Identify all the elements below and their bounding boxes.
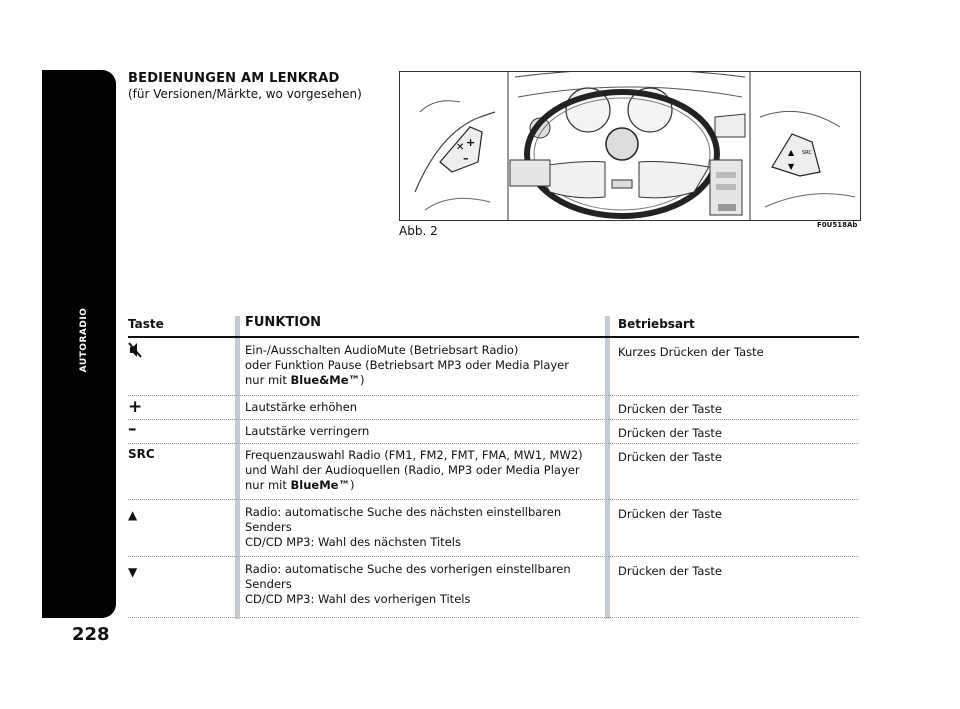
row-divider [128, 617, 859, 618]
function-cell: Frequenzauswahl Radio (FM1, FM2, FMT, FMA, MW1, MW2) und Wahl der Audioquellen (Radio, MP3 oder Media Player nur mit BlueMe™) [245, 448, 583, 492]
function-cell: Radio: automatische Suche des vorherigen einstellbaren Senders CD/CD MP3: Wahl des vorherigen Titels [245, 562, 571, 606]
header-rule [128, 336, 859, 338]
row-divider [128, 443, 859, 444]
src-key: SRC [128, 447, 155, 461]
function-cell: Radio: automatische Suche des nächsten einstellbaren Senders CD/CD MP3: Wahl des nächsten Titels [245, 505, 562, 549]
sidebar-label: AUTORADIO [79, 307, 89, 373]
center-wheel [510, 72, 745, 216]
row-divider [128, 499, 859, 500]
svg-text:–: – [463, 152, 469, 165]
row-divider [128, 556, 859, 557]
svg-text:▼: ▼ [788, 162, 795, 171]
left-control-inset [415, 72, 508, 220]
column-divider [605, 316, 610, 619]
mode-cell: Drücken der Taste [618, 402, 722, 416]
right-control-inset [750, 72, 855, 220]
row-divider [128, 419, 859, 420]
figure-caption: Abb. 2 [399, 224, 438, 238]
arrow-down-icon: ▼ [128, 565, 138, 579]
mode-cell: Drücken der Taste [618, 426, 722, 440]
function-cell: Lautstärke erhöhen [245, 400, 358, 414]
minus-icon: – [128, 419, 137, 439]
mode-cell: Drücken der Taste [618, 450, 722, 464]
figure-code: F0U518Ab [817, 221, 858, 229]
arrow-up-icon: ▲ [128, 508, 138, 522]
svg-text:✕: ✕ [456, 142, 465, 153]
mode-cell: Drücken der Taste [618, 564, 722, 578]
mode-cell: Kurzes Drücken der Taste [618, 345, 764, 359]
src-button-label: SRC [802, 150, 812, 156]
mute-icon [128, 342, 142, 358]
function-cell: Lautstärke verringern [245, 424, 370, 438]
plus-icon: + [128, 397, 143, 417]
header-key: Taste [128, 317, 164, 331]
row-divider [128, 395, 859, 396]
page-number: 228 [72, 624, 110, 645]
section-title: BEDIENUNGEN AM LENKRAD [128, 71, 340, 86]
mode-cell: Drücken der Taste [618, 507, 722, 521]
header-function: FUNKTION [245, 315, 322, 330]
header-mode: Betriebsart [618, 317, 695, 331]
steering-wheel-figure [399, 71, 861, 221]
function-cell: Ein-/Ausschalten AudioMute (Betriebsart Radio) oder Funktion Pause (Betriebsart MP3 oder Media Player nur mit Blue&Me™) [245, 343, 569, 387]
svg-text:▲: ▲ [788, 148, 795, 157]
section-subtitle: (für Versionen/Märkte, wo vorgesehen) [128, 87, 362, 101]
steering-wheel-illustration [400, 72, 860, 220]
svg-text:+: + [466, 136, 476, 149]
column-divider [235, 316, 240, 619]
